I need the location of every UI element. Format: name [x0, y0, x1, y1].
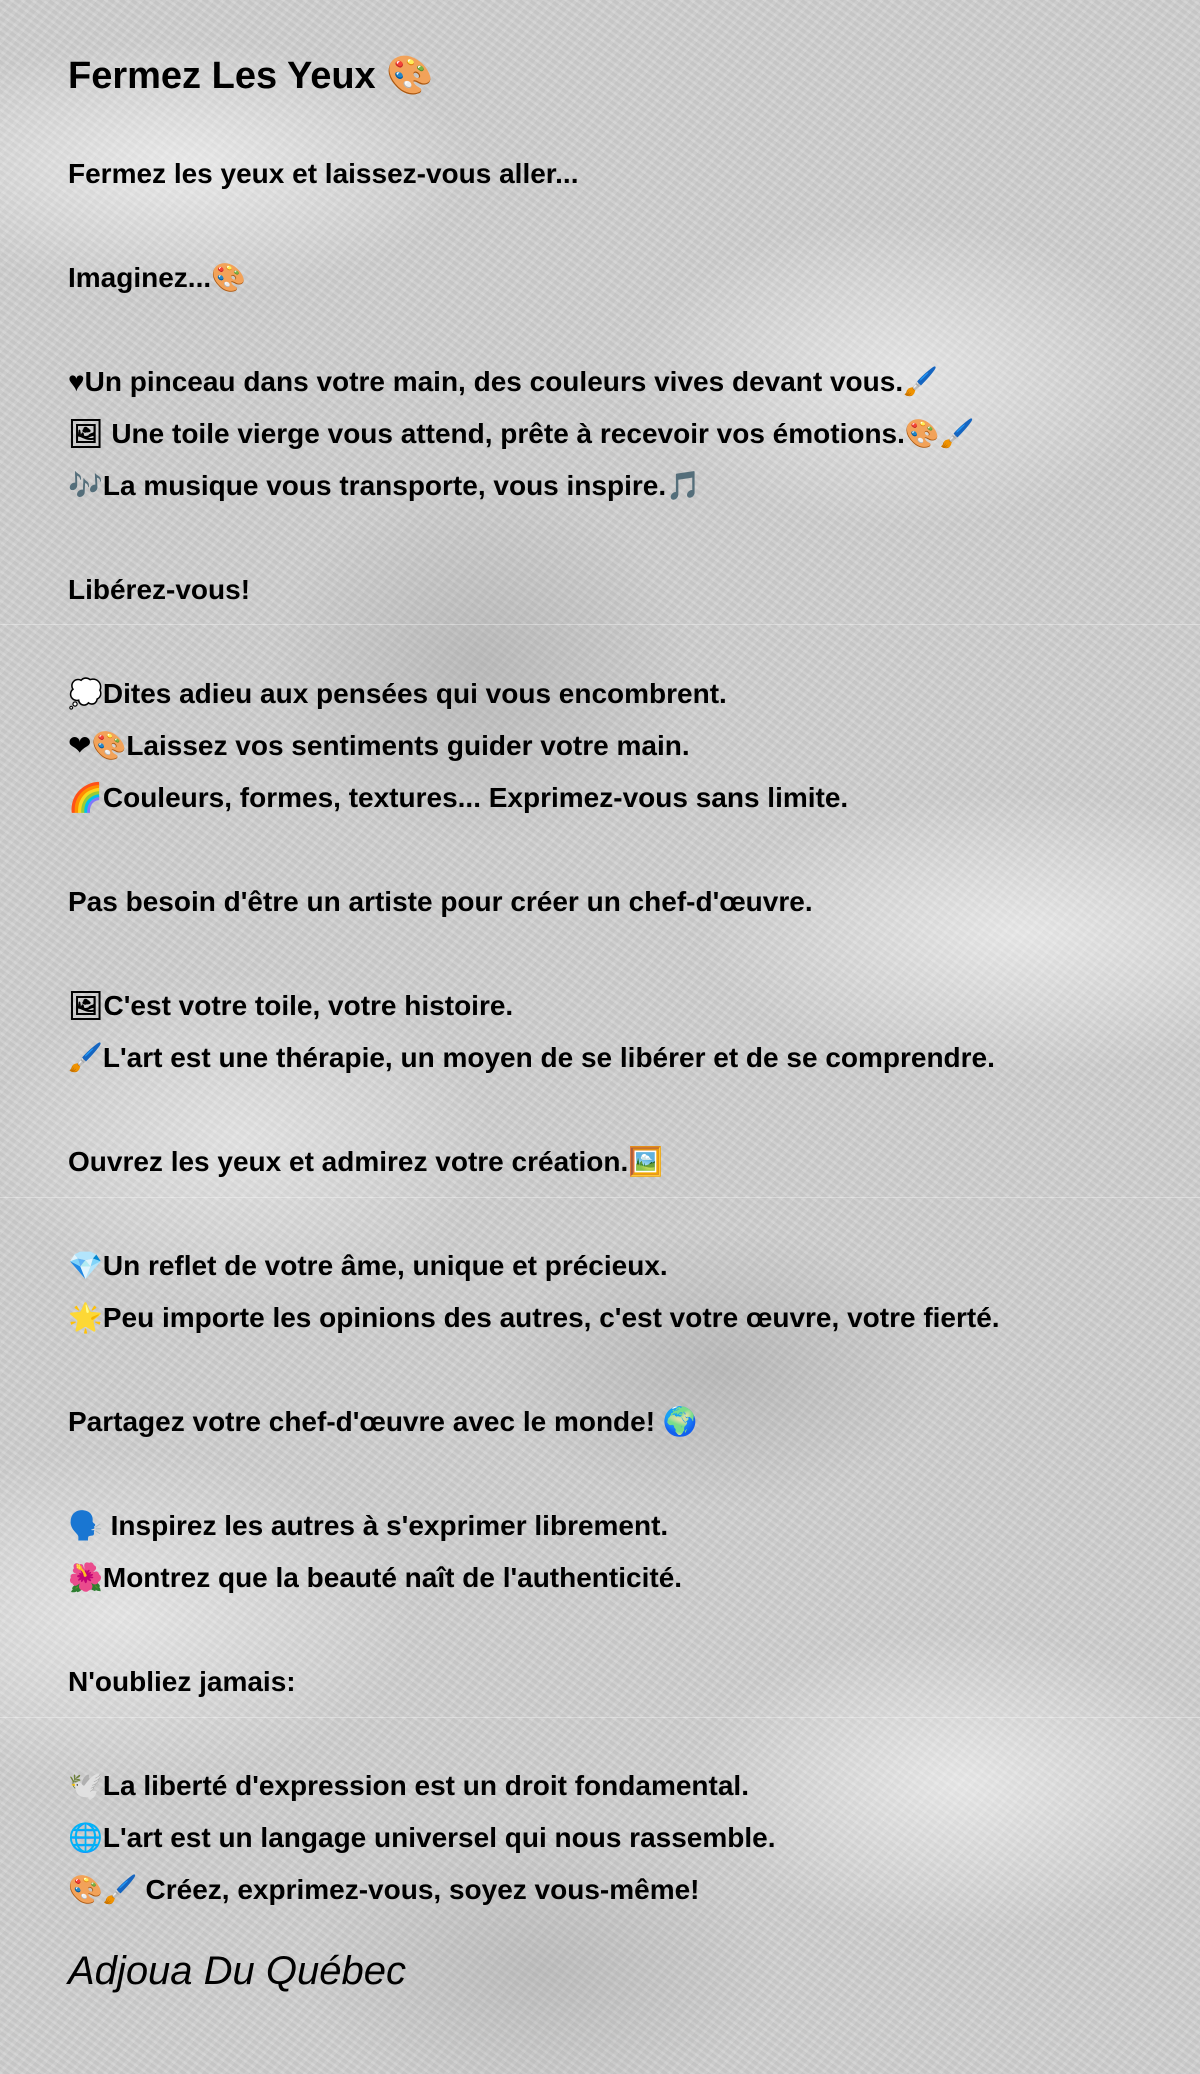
poem-author: Adjoua Du Québec: [68, 1949, 407, 1993]
poem: [68, 50, 1168, 1998]
stanza: [68, 980, 1168, 1084]
poem-line: N'oubliez jamais:: [68, 1666, 296, 1697]
poem-line: 💭Dites adieu aux pensées qui vous encombrent.: [68, 678, 727, 709]
stanza: [68, 1500, 1168, 1604]
stanza: [68, 564, 1168, 616]
poem-line: Imaginez...🎨: [68, 262, 247, 293]
poem-line: ♥Un pinceau dans votre main, des couleurs vives devant vous.🖌️: [68, 366, 938, 397]
poem-line: 🎶La musique vous transporte, vous inspire.🎵: [68, 470, 701, 501]
stanza: [68, 356, 1168, 512]
poem-title: Fermez Les Yeux 🎨: [68, 55, 434, 97]
poem-line: Libérez-vous!: [68, 574, 251, 605]
stanza: [68, 148, 1168, 200]
poem-line: Pas besoin d'être un artiste pour créer un chef-d'œuvre.: [68, 886, 813, 917]
poem-line: 🌈Couleurs, formes, textures... Exprimez-vous sans limite.: [68, 782, 849, 813]
stanza: [68, 252, 1168, 304]
poem-line: 🖼C'est votre toile, votre histoire.: [68, 990, 514, 1021]
poem-line: Partagez votre chef-d'œuvre avec le monde! 🌍: [68, 1406, 698, 1437]
stanza: [68, 1136, 1168, 1188]
poem-line: 🎨🖌️ Créez, exprimez-vous, soyez vous-même!: [68, 1874, 700, 1905]
poem-line: Ouvrez les yeux et admirez votre création.🖼️: [68, 1146, 664, 1177]
stanza: [68, 876, 1168, 928]
poem-line: 🖼 Une toile vierge vous attend, prête à recevoir vos émotions.🎨🖌️: [68, 418, 975, 449]
poem-line: 🌺Montrez que la beauté naît de l'authenticité.: [68, 1562, 683, 1593]
poem-line: 🕊️La liberté d'expression est un droit fondamental.: [68, 1770, 749, 1801]
poem-line: 🗣️ Inspirez les autres à s'exprimer librement.: [68, 1510, 669, 1541]
poem-line: 💎Un reflet de votre âme, unique et précieux.: [68, 1250, 668, 1281]
poem-line: 🖌️L'art est une thérapie, un moyen de se libérer et de se comprendre.: [68, 1042, 995, 1073]
poem-line: 🌟Peu importe les opinions des autres, c'est votre œuvre, votre fierté.: [68, 1302, 1000, 1333]
stanza: [68, 1396, 1168, 1448]
poem-line: ❤🎨Laissez vos sentiments guider votre main.: [68, 730, 690, 761]
stanza: [68, 668, 1168, 824]
stanza: [68, 1240, 1168, 1344]
poem-line: Fermez les yeux et laissez-vous aller...: [68, 158, 579, 189]
stanza: [68, 1656, 1168, 1708]
stanza: [68, 1760, 1168, 1916]
poem-line: 🌐L'art est un langage universel qui nous rassemble.: [68, 1822, 776, 1853]
